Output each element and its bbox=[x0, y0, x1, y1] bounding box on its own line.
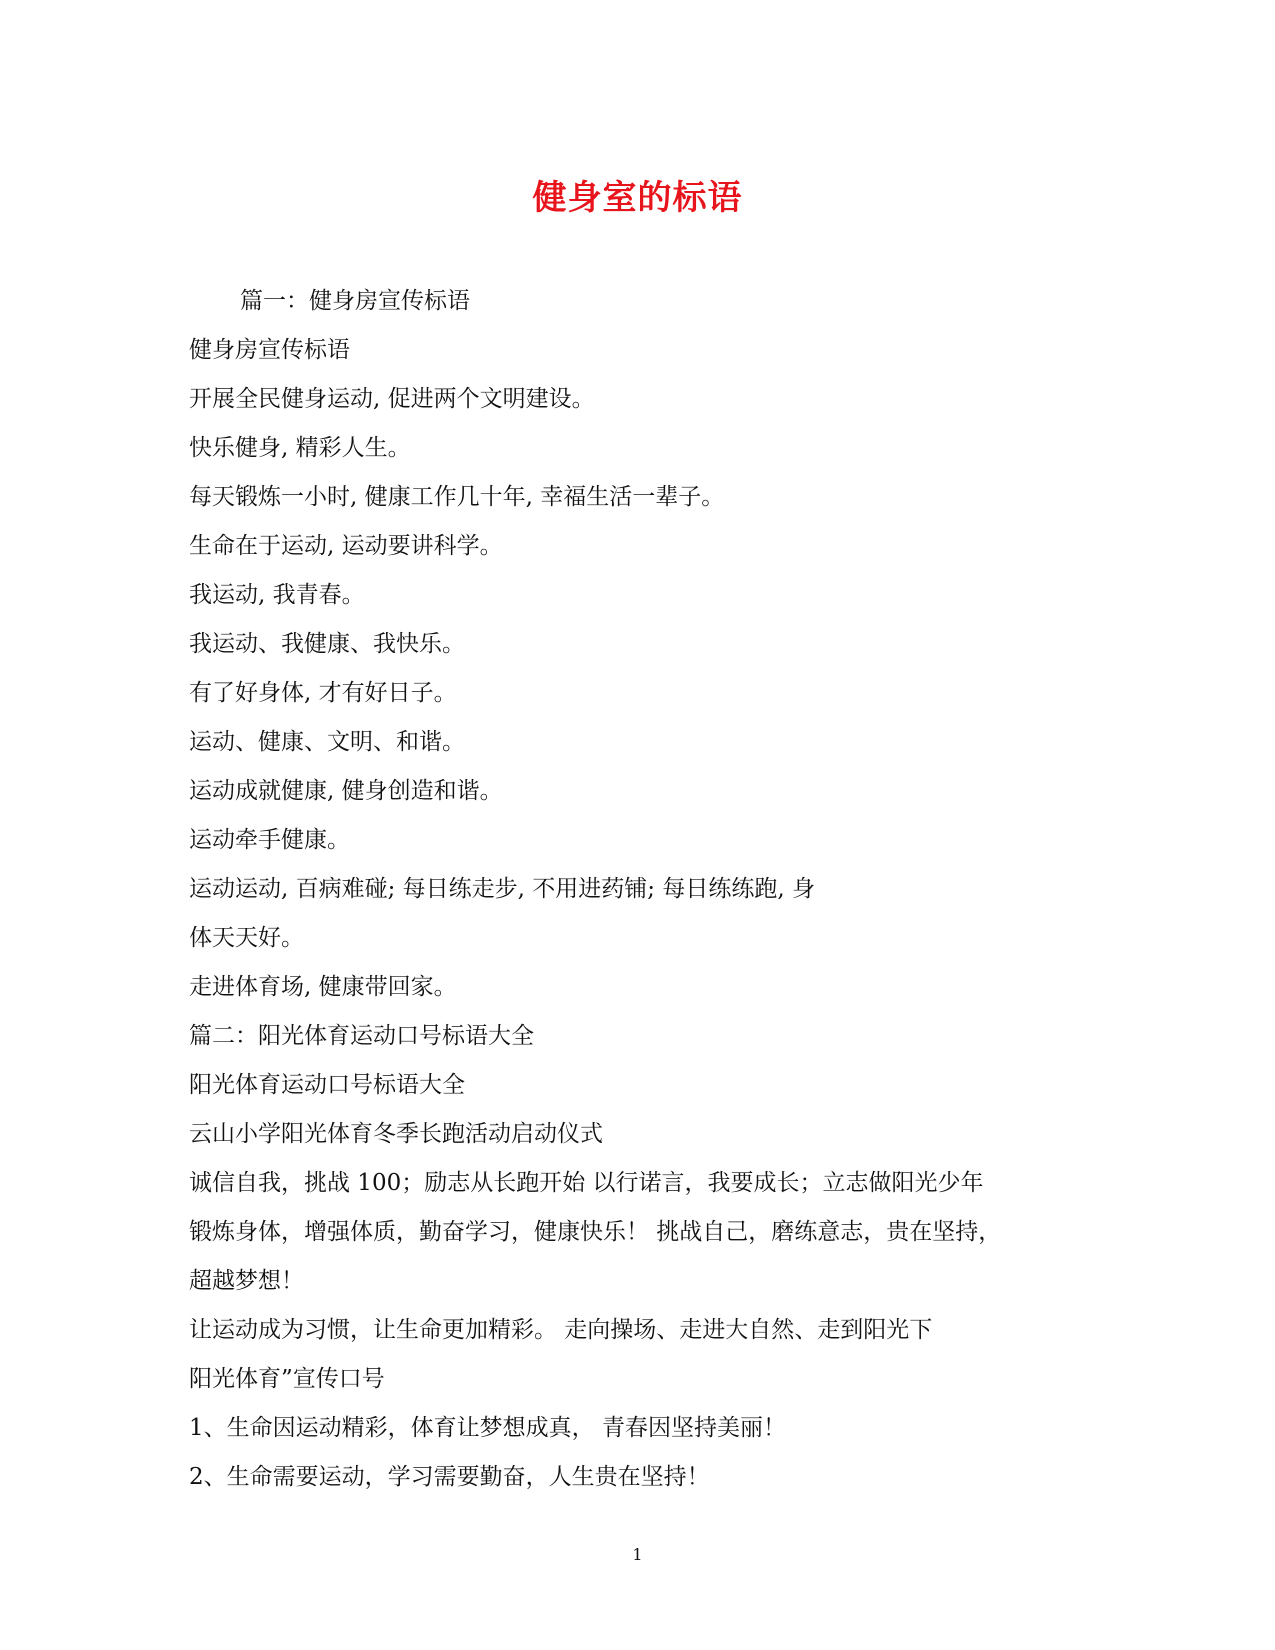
text-line: 健身房宣传标语 bbox=[189, 337, 350, 363]
text-line: 2、生命需要运动，学习需要勤奋，人生贵在坚持！ bbox=[189, 1464, 710, 1490]
text-line: 让运动成为习惯，让生命更加精彩。 走向操场、走进大自然、走到阳光下 bbox=[189, 1317, 933, 1343]
text-line: 我运动, 我青春。 bbox=[189, 582, 365, 608]
text-line: 阳光体育运动口号标语大全 bbox=[189, 1072, 465, 1098]
text-line: 运动成就健康, 健身创造和谐。 bbox=[189, 778, 503, 804]
section-heading-1: 篇一：健身房宣传标语 bbox=[240, 288, 470, 314]
document-body bbox=[189, 277, 1089, 1502]
text-line: 运动、健康、文明、和谐。 bbox=[189, 729, 465, 755]
text-line: 生命在于运动, 运动要讲科学。 bbox=[189, 533, 503, 559]
text-line: 诚信自我，挑战 100；励志从长跑开始 以行诺言，我要成长；立志做阳光少年 bbox=[189, 1170, 984, 1196]
text-line: 快乐健身, 精彩人生。 bbox=[189, 435, 411, 461]
text-line: 运动牵手健康。 bbox=[189, 827, 350, 853]
text-line: 运动运动, 百病难碰; 每日练走步, 不用进药铺; 每日练练跑, 身 bbox=[189, 876, 815, 902]
text-line: 锻炼身体，增强体质，勤奋学习，健康快乐！ 挑战自己，磨练意志，贵在坚持， bbox=[189, 1219, 1002, 1245]
section-heading-2: 篇二：阳光体育运动口号标语大全 bbox=[189, 1023, 534, 1049]
text-line: 走进体育场, 健康带回家。 bbox=[189, 974, 457, 1000]
text-line: 每天锻炼一小时, 健康工作几十年, 幸福生活一辈子。 bbox=[189, 484, 725, 510]
text-line: 有了好身体, 才有好日子。 bbox=[189, 680, 457, 706]
text-line: 体天天好。 bbox=[189, 925, 304, 951]
text-line: 1、生命因运动精彩，体育让梦想成真， 青春因坚持美丽！ bbox=[189, 1415, 786, 1441]
text-line: 云山小学阳光体育冬季长跑活动启动仪式 bbox=[189, 1121, 603, 1147]
text-line: 我运动、我健康、我快乐。 bbox=[189, 631, 465, 657]
text-line: 超越梦想！ bbox=[189, 1268, 304, 1294]
document-title: 健身室的标语 bbox=[532, 178, 743, 218]
text-line: 开展全民健身运动, 促进两个文明建设。 bbox=[189, 386, 595, 412]
page-number: 1 bbox=[632, 1545, 643, 1564]
text-line: 阳光体育”宣传口号 bbox=[189, 1366, 385, 1392]
